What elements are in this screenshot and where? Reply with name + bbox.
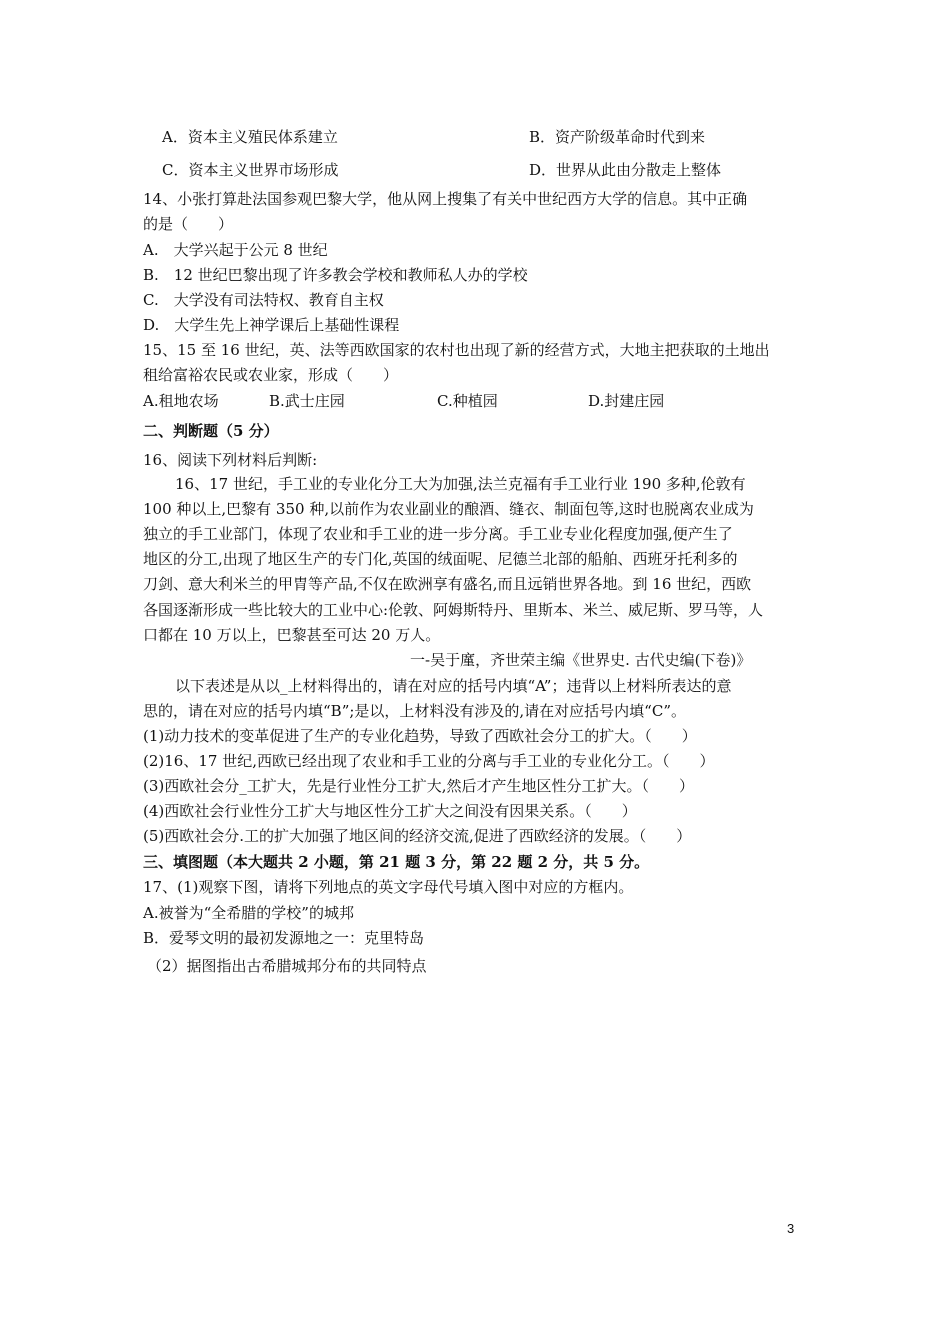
q15-stem-line1: 15、15 至 16 世纪，英、法等西欧国家的农村也出现了新的经营方式，大地主把获取的土地出 bbox=[143, 341, 770, 359]
q16-material-line: 各国逐渐形成一些比较大的工业中心:伦敦、阿姆斯特丹、里斯本、米兰、威尼斯、罗马等，人 bbox=[143, 601, 764, 619]
q17-option-a: A.被誉为“全希腊的学校”的城邦 bbox=[143, 904, 354, 922]
q13-option-d: D．世界从此由分散走上整体 bbox=[529, 161, 722, 179]
q13-option-c: C．资本主义世界市场形成 bbox=[162, 161, 339, 179]
q16-instruction-line1: 以下表述是从以_上材料得出的，请在对应的括号内填“A”；违背以上材料所表达的意 bbox=[175, 677, 732, 695]
q16-material-line: 100 种以上,巴黎有 350 种,以前作为农业副业的酿酒、缝衣、制面包等,这时也脱离农业成为 bbox=[143, 500, 754, 518]
q14-option-c: C. 大学没有司法特权、教育自主权 bbox=[143, 291, 384, 309]
q15-option-a: A.租地农场 bbox=[143, 392, 219, 410]
q15-stem-line2: 租给富裕农民或农业家，形成（ ） bbox=[143, 366, 399, 384]
section2-title: 二、判断题（5 分） bbox=[143, 422, 279, 440]
q16-material-line: 独立的手工业部门，体现了农业和手工业的进一步分离。手工业专业化程度加强,便产生了 bbox=[143, 525, 733, 543]
q16-material-line: 刀剑、意大利米兰的甲胄等产品,不仅在欧洲享有盛名,而且远销世界各地。到 16 世纪，西欧 bbox=[143, 575, 752, 593]
q16-item-5: (5)西欧社会分.工的扩大加强了地区间的经济交流,促进了西欧经济的发展。（ ） bbox=[143, 827, 692, 845]
q17-part2: （2）据图指出古希腊城邦分布的共同特点 bbox=[147, 957, 427, 975]
q16-item-2: (2)16、17 世纪,西欧已经出现了农业和手工业的分离与手工业的专业化分工。（ ） bbox=[143, 752, 715, 770]
q15-option-b: B.武士庄园 bbox=[269, 392, 345, 410]
q14-option-a: A. 大学兴起于公元 8 世纪 bbox=[143, 241, 328, 259]
section3-title: 三、填图题（本大题共 2 小题，第 21 题 3 分，第 22 题 2 分，共 5 分。 bbox=[143, 853, 650, 871]
q17-option-b: B．爱琴文明的最初发源地之一：克里特岛 bbox=[143, 929, 425, 947]
q16-material-line: 16、17 世纪，手工业的专业化分工大为加强,法兰克福有手工业行业 190 多种,伦敦有 bbox=[175, 475, 746, 493]
q16-source-citation: 一-吴于廑，齐世荣主编《世界史. 古代史编(下卷)》 bbox=[410, 651, 752, 669]
q15-option-d: D.封建庄园 bbox=[588, 392, 665, 410]
q16-intro: 16、阅读下列材料后判断: bbox=[143, 451, 318, 469]
q13-option-a: A．资本主义殖民体系建立 bbox=[162, 128, 338, 146]
q16-item-3: (3)西欧社会分_工扩大，先是行业性分工扩大,然后才产生地区性分工扩大。（ ） bbox=[143, 777, 695, 795]
q13-option-b: B．资产阶级革命时代到来 bbox=[529, 128, 706, 146]
q16-material-line: 地区的分工,出现了地区生产的专门化,英国的绒面呢、尼德兰北部的船舶、西班牙托利多的 bbox=[143, 550, 738, 568]
q14-stem-line2: 的是（ ） bbox=[143, 215, 234, 233]
q16-instruction-line2: 思的，请在对应的括号内填“B”;是以，上材料没有涉及的,请在对应括号内填“C”。 bbox=[143, 702, 686, 720]
q14-option-d: D. 大学生先上神学课后上基础性课程 bbox=[143, 316, 400, 334]
q14-stem-line1: 14、小张打算赴法国参观巴黎大学，他从网上搜集了有关中世纪西方大学的信息。其中正确 bbox=[143, 190, 748, 208]
q15-option-c: C.种植园 bbox=[437, 392, 498, 410]
q14-option-b: B. 12 世纪巴黎出现了许多教会学校和教师私人办的学校 bbox=[143, 266, 528, 284]
page-number: 3 bbox=[787, 1221, 795, 1236]
q16-material-line: 口都在 10 万以上，巴黎甚至可达 20 万人。 bbox=[143, 626, 441, 644]
q17-stem: 17、(1)观察下图，请将下列地点的英文字母代号填入图中对应的方框内。 bbox=[143, 878, 634, 896]
q16-item-4: (4)西欧社会行业性分工扩大与地区性分工扩大之间没有因果关系。（ ） bbox=[143, 802, 637, 820]
q16-item-1: (1)动力技术的变革促进了生产的专业化趋势，导致了西欧社会分工的扩大。（ ） bbox=[143, 727, 697, 745]
